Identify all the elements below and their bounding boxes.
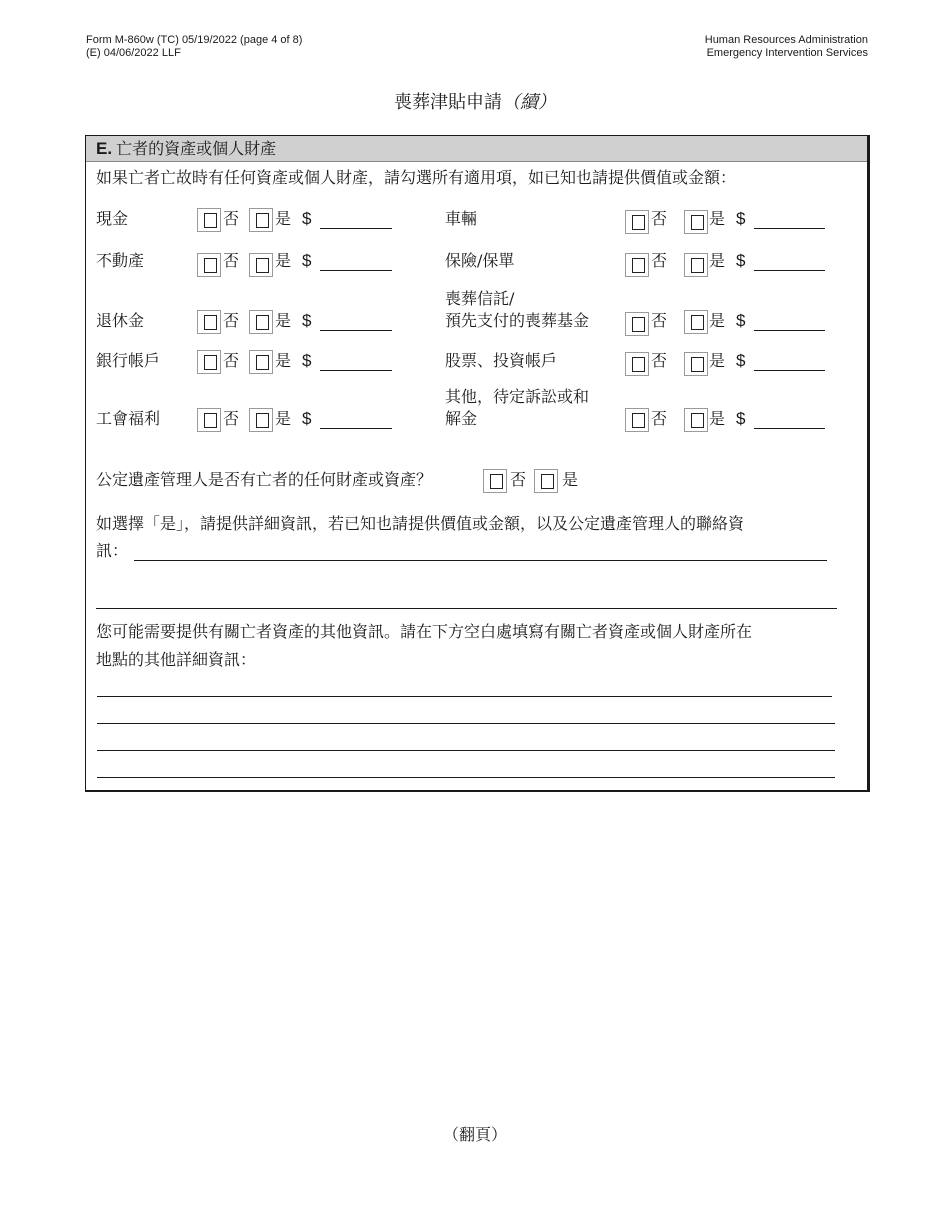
no-label: 否 xyxy=(223,311,240,330)
no-label: 否 xyxy=(223,209,240,228)
asset-label: 工會福利 xyxy=(96,409,161,428)
asset-label: 銀行帳戶 xyxy=(96,351,161,370)
pension-yes-checkbox[interactable] xyxy=(249,310,273,334)
other-info-line-1[interactable] xyxy=(97,696,832,697)
agency-name: Human Resources Administration xyxy=(704,34,868,46)
other-no-checkbox[interactable] xyxy=(625,408,649,432)
currency-symbol: $ xyxy=(302,311,312,330)
page-title-main: 喪葬津貼申請 xyxy=(394,92,502,113)
union-benefits-amount-field[interactable] xyxy=(320,428,392,429)
section-instruction: 如果亡者亡故時有任何資產或個人財產，請勾選所有適用項，如已知也請提供價值或金額： xyxy=(96,168,737,187)
turn-page-note: （翻頁） xyxy=(442,1125,507,1144)
pension-amount-field[interactable] xyxy=(320,330,392,331)
cash-amount-field[interactable] xyxy=(320,228,392,229)
stocks-no-checkbox[interactable] xyxy=(625,352,649,376)
asset-label-line1: 其他，待定訴訟或和 xyxy=(445,387,590,406)
yes-label: 是 xyxy=(562,470,579,489)
asset-label: 現金 xyxy=(96,209,129,228)
agency-block xyxy=(705,34,868,60)
cash-no-checkbox[interactable] xyxy=(197,208,221,232)
asset-label-line2: 解金 xyxy=(445,409,478,428)
yes-label: 是 xyxy=(709,311,726,330)
other-info-instruction-line2: 地點的其他詳細資訊： xyxy=(96,650,257,669)
no-label: 否 xyxy=(651,251,668,270)
yes-label: 是 xyxy=(709,409,726,428)
administrator-question: 公定遺產管理人是否有亡者的任何財產或資產？ xyxy=(96,470,433,489)
bank-account-no-checkbox[interactable] xyxy=(197,350,221,374)
real-estate-amount-field[interactable] xyxy=(320,270,392,271)
bank-account-yes-checkbox[interactable] xyxy=(249,350,273,374)
yes-label: 是 xyxy=(275,209,292,228)
details-instruction-line2: 訊： xyxy=(96,541,129,560)
other-info-line-3[interactable] xyxy=(97,750,835,751)
asset-label: 保險/保單 xyxy=(445,251,515,270)
details-answer-line-1[interactable] xyxy=(134,560,827,561)
page-title-continued: （續） xyxy=(502,92,556,113)
cash-yes-checkbox[interactable] xyxy=(249,208,273,232)
no-label: 否 xyxy=(651,351,668,370)
section-e-box xyxy=(85,135,870,792)
pension-no-checkbox[interactable] xyxy=(197,310,221,334)
funeral-trust-yes-checkbox[interactable] xyxy=(684,310,708,334)
no-label: 否 xyxy=(510,470,527,489)
currency-symbol: $ xyxy=(736,311,746,330)
asset-label: 退休金 xyxy=(96,311,145,330)
currency-symbol: $ xyxy=(736,351,746,370)
asset-label-line2: 預先支付的喪葬基金 xyxy=(445,311,590,330)
yes-label: 是 xyxy=(275,311,292,330)
bank-account-amount-field[interactable] xyxy=(320,370,392,371)
no-label: 否 xyxy=(651,409,668,428)
insurance-amount-field[interactable] xyxy=(754,270,825,271)
asset-label-line1: 喪葬信託/ xyxy=(445,289,515,308)
vehicle-no-checkbox[interactable] xyxy=(625,210,649,234)
yes-label: 是 xyxy=(275,409,292,428)
no-label: 否 xyxy=(223,409,240,428)
details-instruction-line1: 如選擇「是」，請提供詳細資訊，若已知也請提供價值或金額，以及公定遺產管理人的聯絡資 xyxy=(96,514,745,533)
currency-symbol: $ xyxy=(736,209,746,228)
other-info-line-4[interactable] xyxy=(97,777,835,778)
funeral-trust-amount-field[interactable] xyxy=(754,330,825,331)
vehicle-yes-checkbox[interactable] xyxy=(684,210,708,234)
agency-division: Emergency Intervention Services xyxy=(706,47,868,59)
insurance-no-checkbox[interactable] xyxy=(625,253,649,277)
currency-symbol: $ xyxy=(302,209,312,228)
currency-symbol: $ xyxy=(736,251,746,270)
real-estate-yes-checkbox[interactable] xyxy=(249,253,273,277)
yes-label: 是 xyxy=(709,209,726,228)
union-benefits-no-checkbox[interactable] xyxy=(197,408,221,432)
administrator-yes-checkbox[interactable] xyxy=(534,469,558,493)
insurance-yes-checkbox[interactable] xyxy=(684,253,708,277)
other-amount-field[interactable] xyxy=(754,428,825,429)
form-id-block xyxy=(86,34,302,60)
yes-label: 是 xyxy=(709,351,726,370)
no-label: 否 xyxy=(651,311,668,330)
page-title xyxy=(0,88,950,114)
form-revision-date: (E) 04/06/2022 LLF xyxy=(86,47,181,59)
other-info-line-2[interactable] xyxy=(97,723,835,724)
yes-label: 是 xyxy=(275,251,292,270)
yes-label: 是 xyxy=(709,251,726,270)
stocks-amount-field[interactable] xyxy=(754,370,825,371)
stocks-yes-checkbox[interactable] xyxy=(684,352,708,376)
yes-label: 是 xyxy=(275,351,292,370)
details-answer-line-2[interactable] xyxy=(96,608,837,609)
no-label: 否 xyxy=(651,209,668,228)
no-label: 否 xyxy=(223,251,240,270)
section-heading: 亡者的資產或個人財產 xyxy=(116,139,277,158)
other-info-instruction-line1: 您可能需要提供有關亡者資產的其他資訊。請在下方空白處填寫有關亡者資產或個人財產所在 xyxy=(96,622,753,641)
no-label: 否 xyxy=(223,351,240,370)
asset-label: 不動產 xyxy=(96,251,145,270)
currency-symbol: $ xyxy=(302,351,312,370)
funeral-trust-no-checkbox[interactable] xyxy=(625,312,649,336)
real-estate-no-checkbox[interactable] xyxy=(197,253,221,277)
currency-symbol: $ xyxy=(302,409,312,428)
section-e-header xyxy=(86,136,867,162)
currency-symbol: $ xyxy=(736,409,746,428)
asset-label: 股票、投資帳戶 xyxy=(445,351,558,370)
form-number: Form M-860w (TC) 05/19/2022 (page 4 of 8) xyxy=(86,34,303,46)
currency-symbol: $ xyxy=(302,251,312,270)
union-benefits-yes-checkbox[interactable] xyxy=(249,408,273,432)
other-yes-checkbox[interactable] xyxy=(684,408,708,432)
administrator-no-checkbox[interactable] xyxy=(483,469,507,493)
section-letter: E. xyxy=(96,139,113,158)
asset-label: 車輛 xyxy=(445,209,478,228)
vehicle-amount-field[interactable] xyxy=(754,228,825,229)
